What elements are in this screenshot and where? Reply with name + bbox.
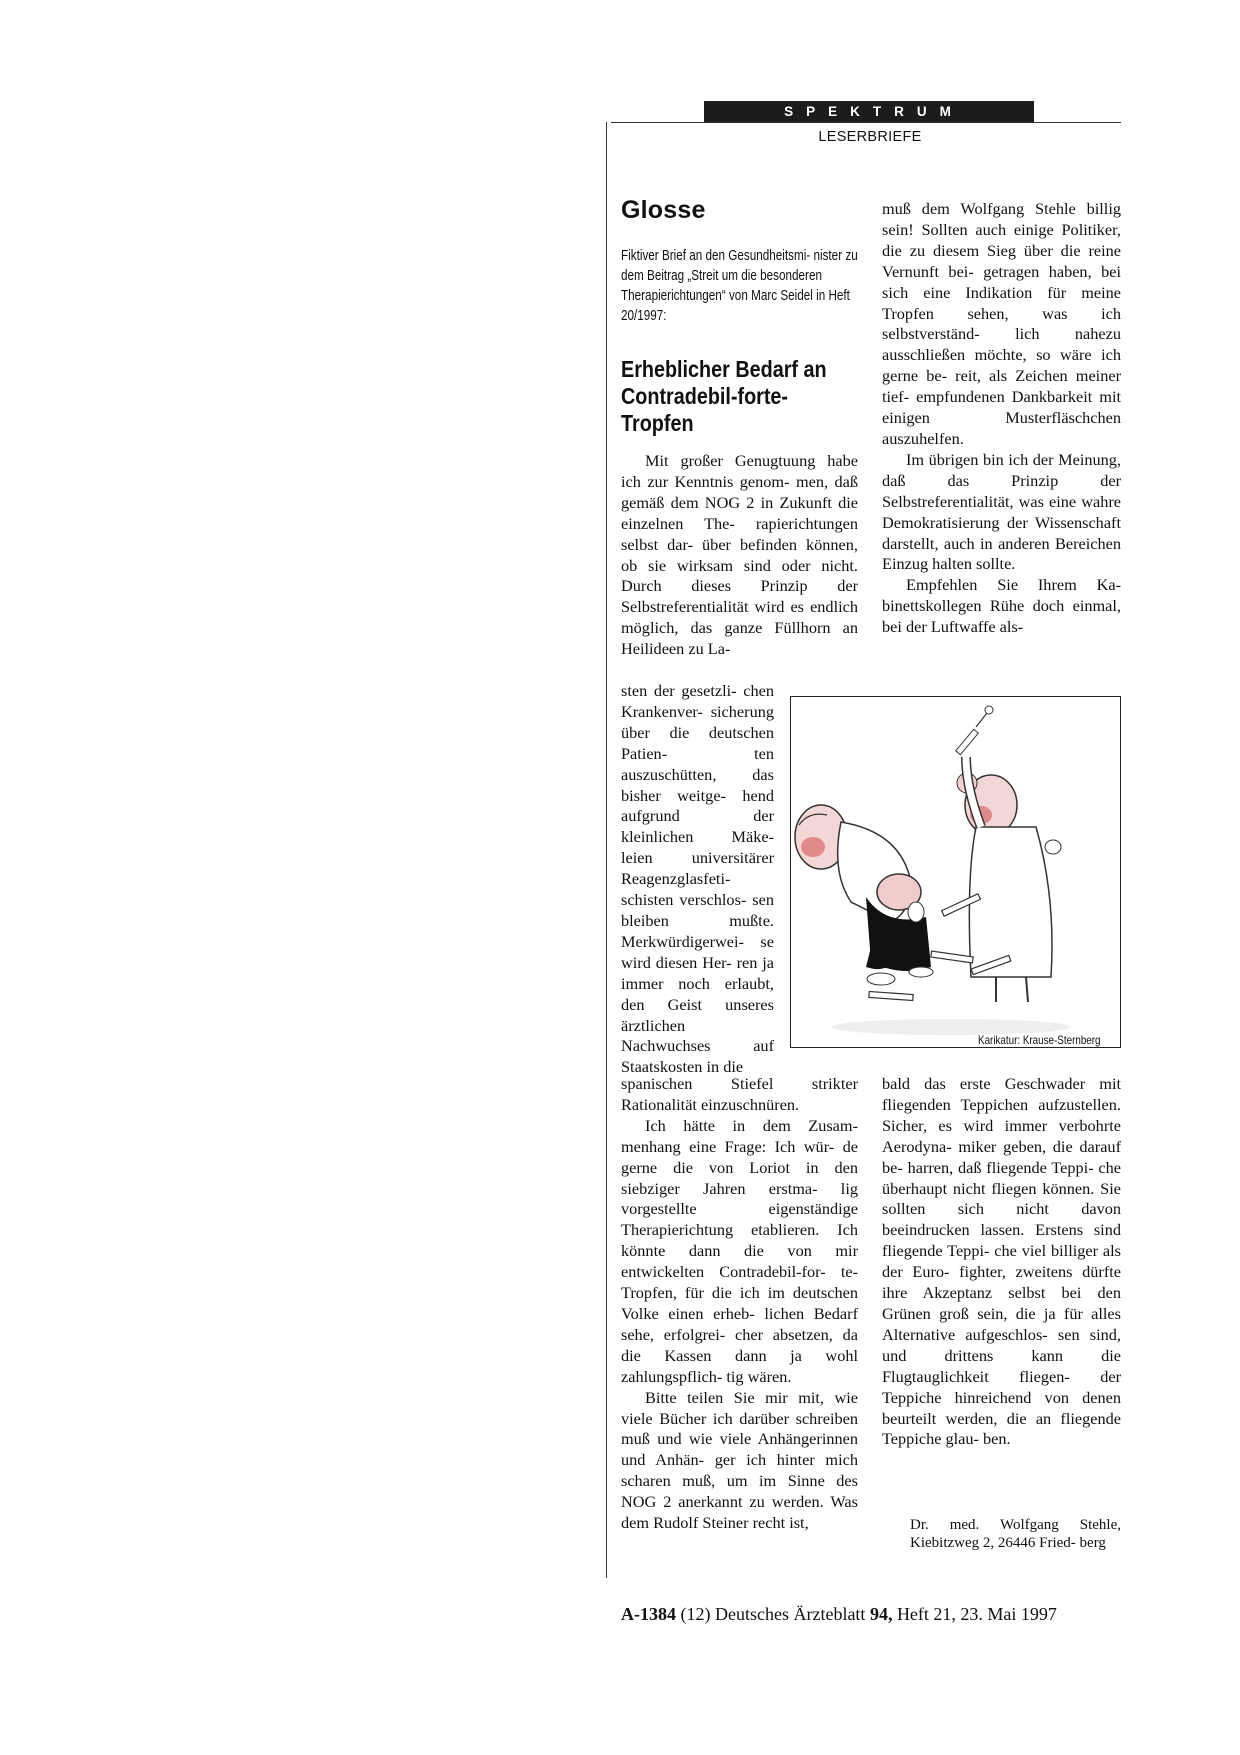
paragraph: bald das erste Geschwader mit fliegenden Teppichen aufzustellen. Sicher, es wird immer verbohrte Aerodyna- miker geben, die darauf be- harren, daß fliegende Teppi- che überhaupt nicht fliegen können. Sie sollten sich nicht davon beeindrucken lassen. Erstens sind fliegende Teppi- che viel billiger als der Euro- fighter, zweitens dürfte ihre Akzeptanz selbst bei den Grünen groß sein, die ja für alles Alternative aufgeschlos- sen sind, und drittens kann die Flugtauglichkeit fliegen- der Teppiche hinreichend von denen beurteilt werden, die an fliegende Teppiche glau- ben. — [882, 1074, 1121, 1449]
right-column-bottom — [882, 1074, 1121, 1450]
cartoon-credit: Karikatur: Krause-Sternberg — [978, 1033, 1101, 1047]
cartoon-illustration — [790, 696, 1121, 1048]
paragraph: Im übrigen bin ich der Meinung, daß das Prinzip der Selbstreferentialität, was eine wahre Demokratisierung der Wissenschaft darstellt, auch in anderen Bereichen Einzug halten sollte. — [882, 449, 1121, 574]
paragraph: Mit großer Genugtuung habe ich zur Kenntnis genom- men, daß gemäß dem NOG 2 in Zukunft die einzelnen The- rapierichtungen selbst dar- über befinden können, ob sie wirksam sind oder nicht. Durch dieses Prinzip der Selbstreferentialität wird es endlich möglich, das ganze Füllhorn an Heilideen zu La- — [621, 451, 858, 659]
page-footer — [621, 1604, 1057, 1625]
paragraph: sten der gesetzli- chen Krankenver- sicherung über die deutschen Patien- ten auszuschütten, das bisher weitge- hend aufgrund der kleinlichen Mäke- leien universitärer Reagenzglasfeti- schisten verschlos- sen bleiben mußte. Merkwürdigerwei- se wird diesen Her- ren ja immer noch erlaubt, den Geist unseres ärztlichen Nachwuchses auf Staatskosten in die — [621, 681, 774, 1077]
article-kicker: Glosse — [621, 196, 706, 224]
paragraph: spanischen Stiefel strikter Rationalität einzuschnüren. — [621, 1074, 858, 1114]
left-column-bottom — [621, 1074, 858, 1534]
left-column-narrow — [621, 681, 774, 1078]
paragraph: muß dem Wolfgang Stehle billig sein! Sollten auch einige Politiker, die zu diesem Sieg über die reine Vernunft bei- getragen haben, bei sich eine Indikation für meine Tropfen sehen, was ich selbstverständ- lich nahezu ausschließen möchte, so wäre ich gerne be- reit, als Zeichen meiner tief- empfundenen Dankbarkeit mit einigen Musterfläschchen auszuhelfen. — [882, 199, 1121, 448]
subsection-label: LESERBRIEFE — [818, 129, 922, 145]
journal-issue: Heft 21, 23. Mai 1997 — [896, 1604, 1057, 1624]
article-intro: Fiktiver Brief an den Gesundheitsmi- nister zu dem Beitrag „Streit um die besonderen Therapierichtungen“ von Marc Seidel in Heft 20/1997: — [621, 247, 858, 324]
right-column-top — [882, 199, 1121, 638]
journal-volume: 94, — [869, 1604, 893, 1624]
cartoon-drawing — [791, 697, 1120, 1047]
column-rule — [606, 122, 607, 1578]
journal-name: (12) Deutsches Ärzteblatt — [680, 1604, 866, 1624]
page-number: A-1384 — [621, 1604, 676, 1624]
left-column-top — [621, 451, 858, 660]
paragraph: Ich hätte in dem Zusam- menhang eine Frage: Ich wür- de gerne die von Loriot in den siebziger Jahren erstma- lig vorgestellte eigenständige Therapierichtung etablieren. Ich könnte dann die von mir entwickelten Contradebil-for- te-Tropfen, für die ich im deutschen Volke einen erheb- lichen Bedarf sehe, erfolgrei- cher absetzen, da die Kassen dann ja wohl zahlungspflich- tig wären. — [621, 1115, 858, 1386]
paragraph: Empfehlen Sie Ihrem Ka- binettskollegen Rühe doch einmal, bei der Luftwaffe als- — [882, 575, 1121, 637]
article-headline: Erheblicher Bedarf an Contradebil-forte- Tropfen — [621, 356, 827, 436]
section-banner: SPEKTRUM — [704, 101, 1034, 122]
paragraph: Bitte teilen Sie mir mit, wie viele Bücher ich darüber schreiben muß und wie viele Anhängerinnen und Anhän- ger ich hinter mich scharen muß, um im Sinne des NOG 2 anerkannt zu werden. Was dem Rudolf Steiner recht ist, — [621, 1387, 858, 1533]
header-rule — [611, 122, 1121, 123]
letter-signature: Dr. med. Wolfgang Stehle, Kiebitzweg 2, 26446 Fried- berg — [910, 1517, 1121, 1551]
